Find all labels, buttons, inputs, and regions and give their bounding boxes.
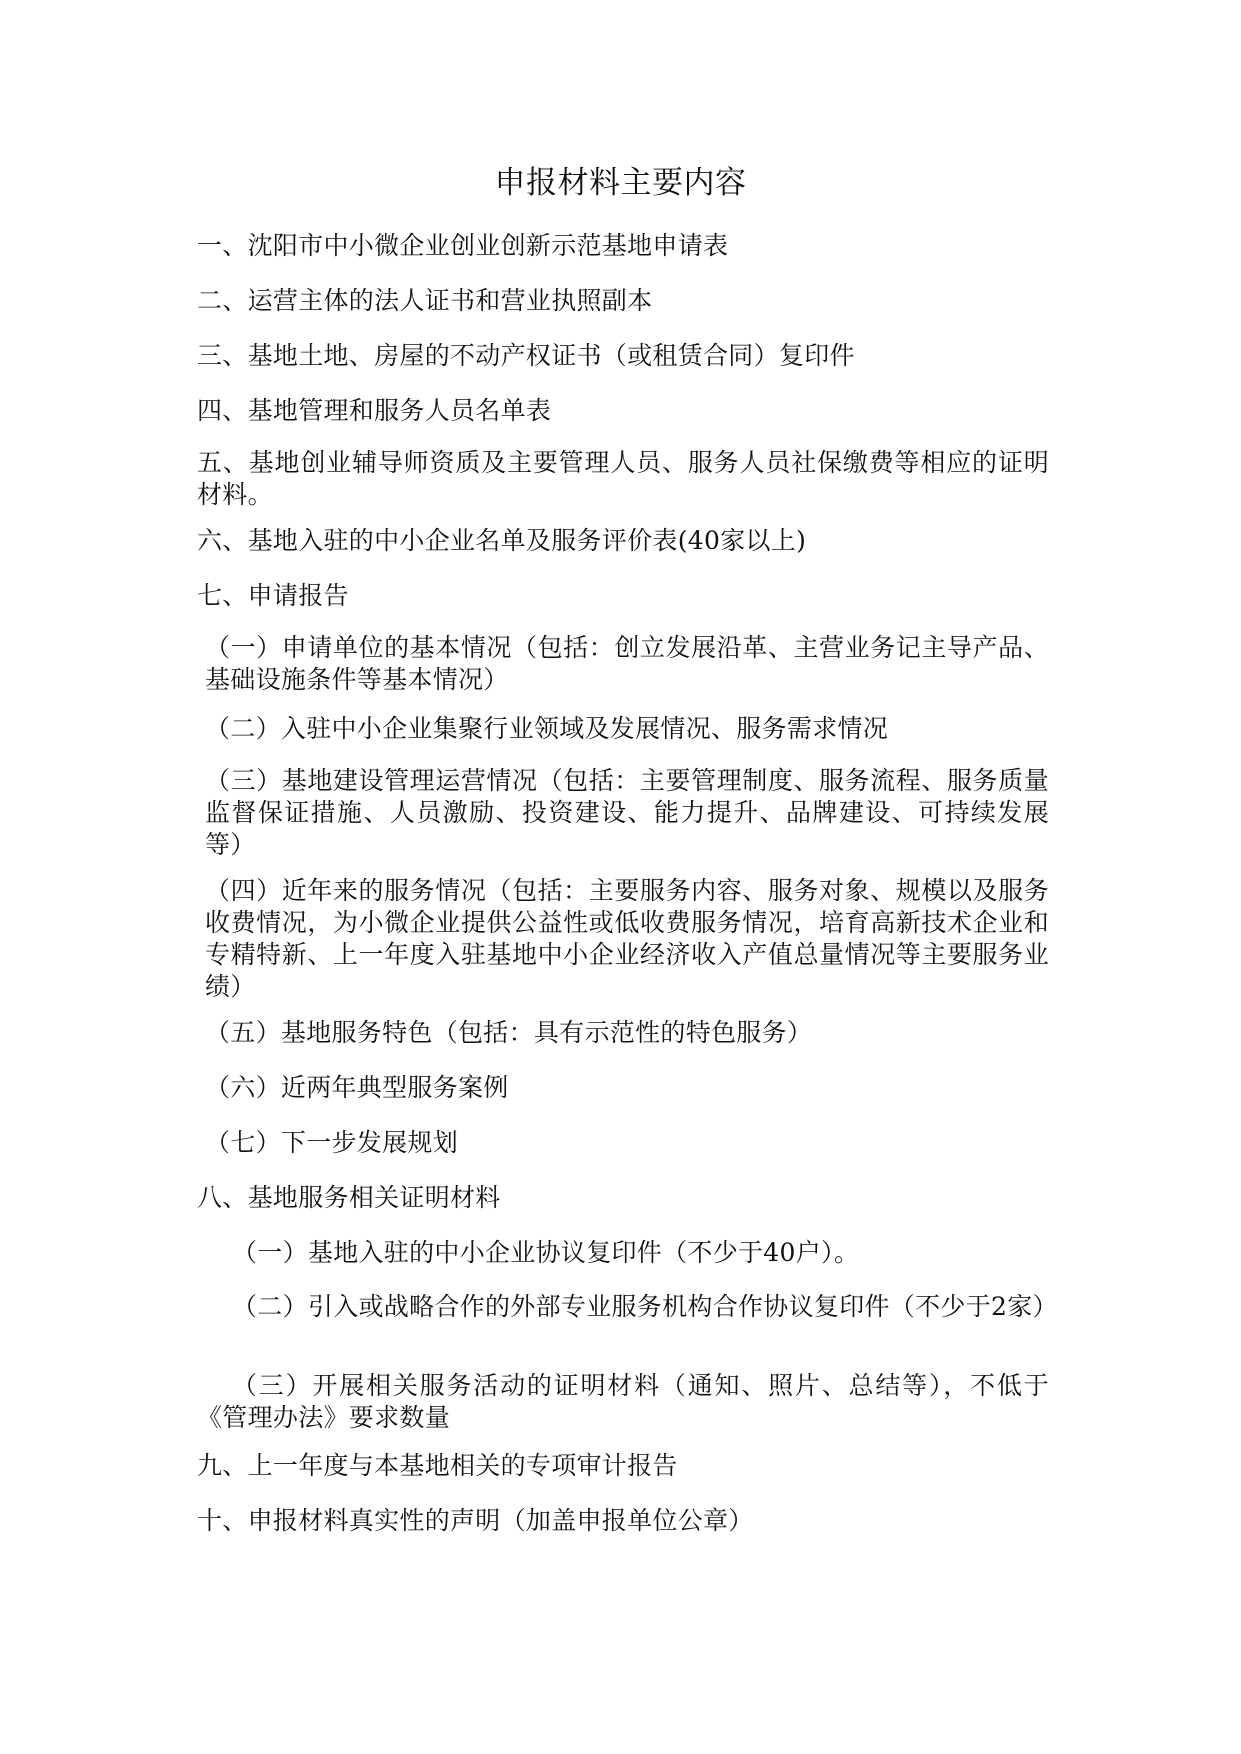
list-item: 七、申请报告 <box>197 581 349 610</box>
list-item: （四）近年来的服务情况（包括：主要服务内容、服务对象、规模以及服务收费情况，为小微企业提供公益性或低收费服务情况，培育高新技术企业和专精特新、上一年度入驻基地中小企业经济收入产值总量情况等主要服务业绩） <box>205 876 1049 1001</box>
list-item: 九、上一年度与本基地相关的专项审计报告 <box>197 1451 678 1480</box>
list-item: （三）基地建设管理运营情况（包括：主要管理制度、服务流程、服务质量监督保证措施、人员激励、投资建设、能力提升、品牌建设、可持续发展等） <box>205 766 1049 859</box>
list-item: （一）基地入驻的中小企业协议复印件（不少于40户）。 <box>232 1238 860 1267</box>
list-item: （一）申请单位的基本情况（包括：创立发展沿革、主营业务记主导产品、基础设施条件等基本情况） <box>205 633 1049 694</box>
list-item: 二、运营主体的法人证书和营业执照副本 <box>197 286 653 315</box>
list-item: （三）开展相关服务活动的证明材料（通知、照片、总结等），不低于《管理办法》要求数量 <box>197 1371 1049 1432</box>
list-item: （七）下一步发展规划 <box>205 1128 459 1157</box>
list-item: 一、沈阳市中小微企业创业创新示范基地申请表 <box>197 231 729 260</box>
list-item: 六、基地入驻的中小企业名单及服务评价表(40家以上) <box>197 526 807 555</box>
list-item: （六）近两年典型服务案例 <box>205 1073 509 1102</box>
list-item: 四、基地管理和服务人员名单表 <box>197 396 552 425</box>
page-title: 申报材料主要内容 <box>494 165 747 201</box>
list-item: 八、基地服务相关证明材料 <box>197 1183 501 1212</box>
list-item: （五）基地服务特色（包括：具有示范性的特色服务） <box>205 1018 813 1047</box>
list-item: 三、基地土地、房屋的不动产权证书（或租赁合同）复印件 <box>197 341 855 370</box>
list-item: （二）引入或战略合作的外部专业服务机构合作协议复印件（不少于2家） <box>232 1292 1058 1321</box>
list-item: （二）入驻中小企业集聚行业领域及发展情况、服务需求情况 <box>205 714 889 743</box>
list-item: 十、申报材料真实性的声明（加盖申报单位公章） <box>197 1506 754 1535</box>
list-item: 五、基地创业辅导师资质及主要管理人员、服务人员社保缴费等相应的证明材料。 <box>197 448 1049 509</box>
